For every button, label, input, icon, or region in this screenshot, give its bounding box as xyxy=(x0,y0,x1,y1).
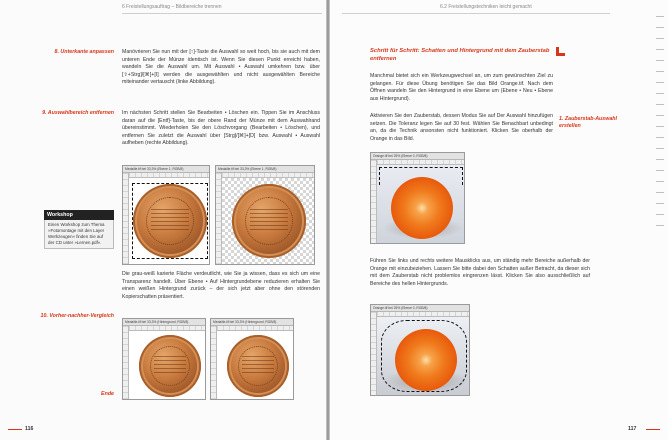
coin-image xyxy=(232,184,306,258)
checker-paragraph: Die grau-weiß karierte Fläche verdeutlicht, wie Sie ja wissen, dass es sich um eine Transparenz handelt. Über Ebene • Auf Hintergrundebene reduzieren erhalten Sie einen weißen Hintergrund zurück – der sich jetzt aber ohne den störenden Kopierschatten präsentiert. xyxy=(122,271,320,300)
page-number-left: 116 xyxy=(25,426,34,432)
step-1-text: Aktivieren Sie den Zauberstab, dessen Modus Sie auf Der Auswahl hinzufügen setzen. Die Toleranz legen Sie auf 30 fest. Wählen Sie Benachbart unbedingt an, da die Technik ansonsten nicht funktioniert. Klicken Sie oberhalb der Orange in das Bild. xyxy=(370,113,553,142)
screenshot-orange-extended xyxy=(370,304,470,396)
image-canvas xyxy=(377,317,469,395)
intro-paragraph: Manchmal bietet sich ein Werkzeugwechsel an, um zum gewünschten Ziel zu gelangen. Für diese Übung benötigen Sie das Bild Orange.tif. Nach dem Öffnen wandeln Sie den Hintergrund in eine Ebene um (Ebene • Neu • Ebene aus Hintergrund). xyxy=(370,73,553,102)
image-canvas xyxy=(217,331,293,399)
image-canvas xyxy=(129,178,209,264)
coin-image xyxy=(139,335,201,397)
orange-image xyxy=(391,177,453,239)
end-label: Ende xyxy=(101,391,114,397)
window-title: Medaille.tif bei 33,3% (Hintergrund, RGB/8) xyxy=(123,319,205,326)
page-number-right: 117 xyxy=(628,426,637,432)
workshop-box xyxy=(44,210,114,249)
window-title: Medaille.tif bei 33,3% (Ebene 1, RGB/8) xyxy=(216,166,314,173)
window-title: Orange.tif bei 25% (Ebene 0, RGB/8) xyxy=(371,305,469,312)
screenshot-coin-transparent xyxy=(215,165,315,265)
window-title: Medaille.tif bei 33,3% (Ebene 1, RGB/8) xyxy=(123,166,209,173)
step-9-label: 9. Auswahlbereich entfernen xyxy=(42,110,114,116)
thumb-index xyxy=(656,16,664,236)
paragraph-further-clicks: Führen Sie links und rechts weitere Mausklicks aus, um ständig mehr Bereiche außerhalb der Orange mit einzubeziehen. Lassen Sie bitte dabei den Schatten außer Betracht, da dieser sich mit dem Zauberstab nicht problemlos eingrenzen lässt. Klicken Sie also ausschließlich auf Bereiche des hellen Hintergrunds. xyxy=(370,258,590,287)
step-8-label: 8. Unterkante anpassen xyxy=(54,49,114,55)
screenshot-before xyxy=(122,318,206,400)
image-canvas xyxy=(129,331,205,399)
image-canvas xyxy=(377,165,464,243)
screenshot-after xyxy=(210,318,294,400)
window-title: Orange.tif bei 25% (Ebene 0, RGB/8) xyxy=(371,153,464,160)
selection-outline xyxy=(132,183,208,259)
window-title: Medaille.tif bei 33,3% (Hintergrund, RGB/8) xyxy=(211,319,293,326)
running-head-left: 6 Freistellungsauftrag – Bildbereiche trennen xyxy=(122,4,222,10)
right-page xyxy=(330,0,668,440)
header-rule-right xyxy=(342,13,610,14)
folio-rule-left xyxy=(8,429,22,430)
header-rule-left xyxy=(122,13,322,14)
section-marker-icon xyxy=(556,47,565,56)
step-1-label: 1. Zauberstab-Auswahl erstellen xyxy=(559,116,617,129)
screenshot-coin-inverted xyxy=(122,165,210,265)
selection-outline xyxy=(381,320,467,392)
transparent-canvas xyxy=(222,178,314,264)
workshop-text: Einen Workshop zum Thema »Fotomontage mit den Layer Werkzeugen« finden Sie auf der CD unter »Lernen.pdf«. xyxy=(44,220,114,249)
step-by-step-heading: Schritt für Schritt: Schatten und Hintergrund mit dem Zauberstab entfernen xyxy=(370,48,550,62)
left-page xyxy=(0,0,326,440)
screenshot-orange-selection xyxy=(370,152,465,244)
workshop-title: Workshop xyxy=(44,210,114,220)
step-8-text: Manövrieren Sie nun mit der [↑]-Taste die Auswahl so weit hoch, bis sie auch mit dem unteren Ende der Münze identisch ist. Wenn Sie diesen Punkt erreicht haben, wandeln Sie die Auswahl um. Mit Auswahl • Auswahl umkehren bzw. über [⇧+Strg]/[⌘]+[I] werden die ausgewählten und nicht ausgewählten Bereiche miteinander vertauscht (linke Abbildung). xyxy=(122,49,320,86)
running-head-right: 6.2 Freistellungstechniken leicht gemacht xyxy=(440,4,532,10)
coin-image xyxy=(227,335,289,397)
selection-outline xyxy=(379,167,463,185)
step-10-label: 10. Vorher-nachher-Vergleich xyxy=(40,313,114,319)
folio-rule-right xyxy=(646,429,660,430)
step-9-text: Im nächsten Schritt stellen Sie Bearbeiten • Löschen ein. Tippen Sie im Anschluss daran auf die [Entf]-Taste, bis der obere Rand der Münze mit dem Auswahlrand übereinstimmt. Wiederholen Sie den Löschvorgang (Bearbeiten • Löschen), und entfernen Sie zuletzt die Auswahl über [Strg]/[⌘]+[D] bzw. Auswahl • Auswahl aufheben (rechte Abbildung). xyxy=(122,110,320,147)
